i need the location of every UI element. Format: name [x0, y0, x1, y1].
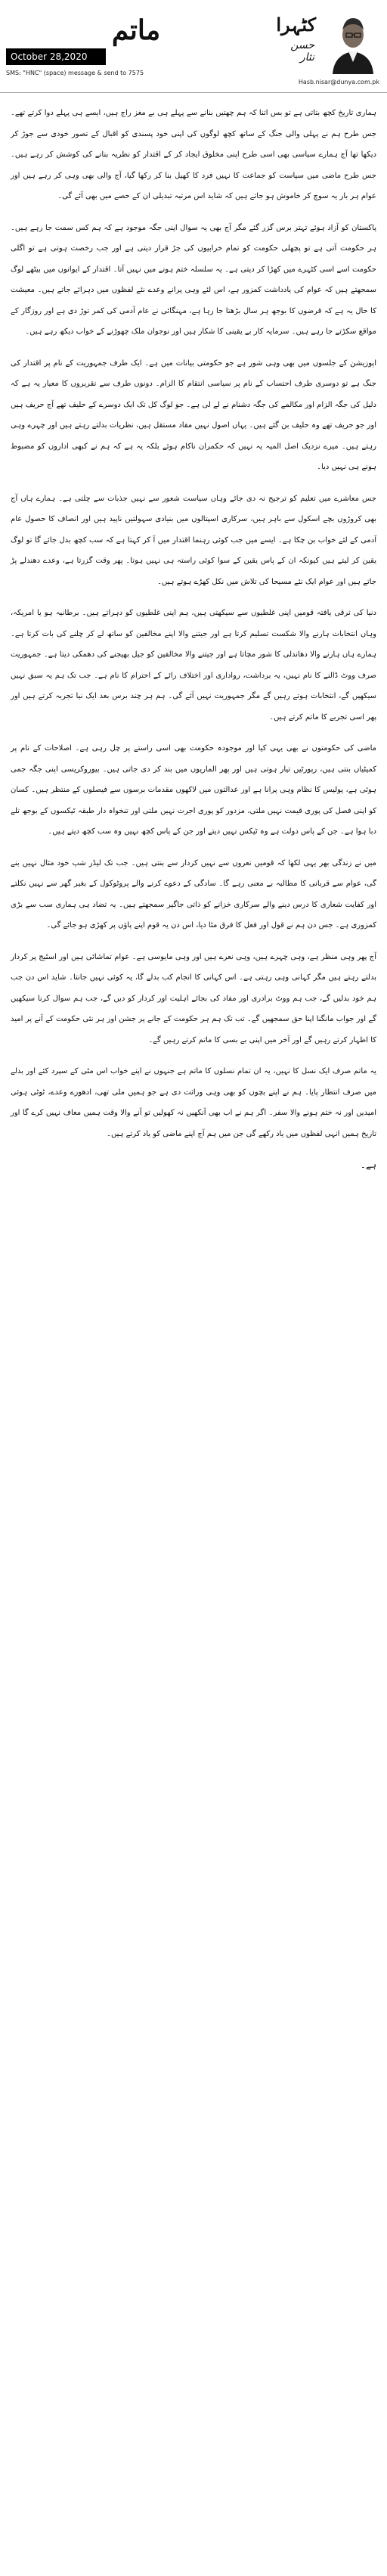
column-header — [0, 0, 387, 93]
article-paragraph: یہ ماتم صرف ایک نسل کا نہیں، یہ ان تمام نسلوں کا ماتم ہے جنہوں نے اپنے خواب اس مٹی کے سپرد کئے اور بدلے میں صرف انتظار پایا۔ ہم نے اپنے بچوں کو بھی وہی وراثت دی ہے جو ہمیں ملی تھی، ادھورے وعدے، ٹوٹی ہوئی امیدیں اور نہ ختم ہونے والا سفر۔ اگر ہم نے اب بھی آنکھیں نہ کھولیں تو آنے والا وقت ہمیں معاف نہیں کرے گا اور تاریخ ہمیں انہی لفظوں میں یاد رکھے گی جن میں ہم آج اپنے ماضی کو یاد کرتے ہیں۔ — [11, 1067, 376, 1138]
publication-date: October 28,2020 — [6, 48, 106, 65]
article-paragraph: دنیا کی ترقی یافتہ قومیں اپنی غلطیوں سے سیکھتی ہیں، ہم اپنی غلطیوں کو دہراتے ہیں۔ برطانیہ ہو یا امریکہ، وہاں انتخابات ہارنے والا شکست تسلیم کرتا ہے اور جیتنے والا اپنے مخالفین کو ساتھ لے کر چلنے کی بات کرتا ہے۔ ہمارے ہاں ہارنے والا دھاندلی کا شور مچاتا ہے اور جیتنے والا مخالفین کو جیل بھیجنے کی دھمکی دیتا ہے۔ جمہوریت صرف ووٹ ڈالنے کا نام نہیں، یہ برداشت، رواداری اور اختلاف رائے کے احترام کا نام ہے۔ جب تک ہم یہ سبق نہیں سیکھیں گے، انتخابات ہوتے رہیں گے مگر جمہوریت نہیں آئے گی۔ ہم ہر چند برس بعد ایک نیا تجربہ کرتے ہیں اور پھر اسی تجربے کا ماتم کرتے ہیں۔ — [11, 609, 376, 722]
sms-instructions: SMS: "HNC" (space) message & send to 7575 — [6, 70, 144, 76]
article-paragraph: ماضی کی حکومتوں نے بھی یہی کیا اور موجودہ حکومت بھی اسی راستے پر چل رہی ہے۔ اصلاحات کے نام پر کمیٹیاں بنتی ہیں، رپورٹیں تیار ہوتی ہیں اور پھر الماریوں میں بند کر دی جاتی ہیں۔ بیوروکریسی اپنی جگہ جمی ہوئی ہے، پولیس کا نظام وہی پرانا ہے اور عدالتوں میں لاکھوں مقدمات برسوں سے فیصلوں کے منتظر ہیں۔ کسان کو اپنی فصل کی پوری قیمت نہیں ملتی، مزدور کو پوری اجرت نہیں ملتی اور تنخواہ دار طبقہ ٹیکسوں کے بوجھ تلے دبا ہوا ہے۔ جن کے پاس دولت ہے وہ ٹیکس نہیں دیتے اور جن کے پاس کچھ نہیں وہ سب کچھ دیتے ہیں۔ — [11, 744, 376, 836]
column-brand — [274, 6, 379, 74]
article-paragraph: پاکستان کو آزاد ہوئے تہتر برس گزر گئے مگر آج بھی یہ سوال اپنی جگہ موجود ہے کہ ہم کس سمت جا رہے ہیں۔ ہر حکومت آتی ہے تو پچھلی حکومت کو تمام خرابیوں کی جڑ قرار دیتی ہے اور جب رخصت ہوتی ہے تو اگلی حکومت اسے اسی کٹہرے میں کھڑا کر دیتی ہے۔ یہ سلسلہ ختم ہونے میں نہیں آتا۔ اقتدار کے ایوانوں میں بیٹھے لوگ سمجھتے ہیں کہ عوام کی یادداشت کمزور ہے، اس لئے وہی پرانے وعدے نئے لفظوں میں دہرائے جاتے ہیں۔ معیشت کا حال یہ ہے کہ قرضوں کا بوجھ ہر سال بڑھتا جا رہا ہے، مہنگائی نے عام آدمی کی کمر توڑ دی ہے اور روزگار کے مواقع سکڑتے جا رہے ہیں۔ سرمایہ کار بے یقینی کا شکار ہیں اور نوجوان ملک چھوڑنے کے خواب دیکھ رہے ہیں۔ — [11, 223, 376, 336]
author-portrait — [327, 6, 379, 74]
author-signature: حسن نثار — [290, 39, 314, 64]
article-paragraph: آج پھر وہی منظر ہے، وہی چہرے ہیں، وہی نعرے ہیں اور وہی مایوسی ہے۔ عوام تماشائی ہیں اور اسٹیج پر کردار بدلتے رہتے ہیں مگر کہانی وہی رہتی ہے۔ اس کہانی کا انجام کب بدلے گا، یہ کوئی نہیں جانتا۔ شاید اس دن جب ہم خود بدلیں گے، جب ہم ووٹ برادری اور مفاد کی بجائے اہلیت اور کردار کو دیں گے، جب ہم سوال کرنا سیکھیں گے اور جواب مانگنا اپنا حق سمجھیں گے۔ تب تک ہم ہر حکومت کے جانے پر جشن اور ہر نئی حکومت کے آنے پر امید کا اظہار کرتے رہیں گے اور آخر میں اپنی بے بسی کا ماتم کرتے رہیں گے۔ — [11, 952, 376, 1044]
article-paragraph: میں نے زندگی بھر یہی لکھا کہ قومیں نعروں سے نہیں کردار سے بنتی ہیں۔ جب تک لیڈر شپ خود مثال نہیں بنے گی، عوام سے قربانی کا مطالبہ بے معنی رہے گا۔ سادگی کے دعوے کرنے والے پروٹوکول کے بغیر گھر سے نہیں نکلتے اور کفایت شعاری کا درس دینے والے سرکاری خزانے کو ذاتی جاگیر سمجھتے ہیں۔ یہ تضاد ہی ہماری سب سے بڑی کمزوری ہے۔ جس دن ہم نے قول اور فعل کا فرق مٹا دیا، اس دن یہ قوم اپنے پاؤں پر کھڑی ہو جائے گی۔ — [11, 858, 376, 930]
column-title: ماتم — [111, 14, 161, 46]
author-email: Hasb.nisar@dunya.com.pk — [298, 79, 379, 85]
article-paragraph: جس معاشرے میں تعلیم کو ترجیح نہ دی جائے وہاں سیاست شعور سے نہیں جذبات سے چلتی ہے۔ ہمارے ہاں آج بھی کروڑوں بچے اسکول سے باہر ہیں، سرکاری اسپتالوں میں بنیادی سہولتیں ناپید ہیں اور انصاف کا حصول عام آدمی کے لئے خواب بن چکا ہے۔ ایسے میں جب کوئی رہنما اقتدار میں آ کر کہتا ہے کہ سب کچھ بدل جائے گا تو لوگ یقین کر لیتے ہیں کیونکہ ان کے پاس یقین کے سوا کوئی راستہ ہی نہیں ہوتا۔ پھر وقت گزرتا ہے، وعدے دھندلے پڑ جاتے ہیں اور عوام ایک نئے مسیحا کی تلاش میں نکل کھڑے ہوتے ہیں۔ — [11, 494, 376, 586]
article-body — [11, 103, 376, 1176]
article-paragraph: اپوزیشن کے جلسوں میں بھی وہی شور ہے جو حکومتی بیانات میں ہے۔ ایک طرف جمہوریت کے نام پر اقتدار کی جنگ ہے تو دوسری طرف احتساب کے نام پر سیاسی انتقام کا الزام۔ دونوں طرف سے تقریروں کا معیار یہ ہے کہ دلیل کی جگہ الزام اور مکالمے کی جگہ دشنام نے لے لی ہے۔ جو لوگ کل تک ایک دوسرے کے حلیف تھے آج حریف ہیں اور جو حریف تھے وہ حلیف بن گئے ہیں۔ یہاں اصول نہیں مفاد مستقل ہیں، نظریات بدلتے رہتے ہیں اور چہرے وہی رہتے ہیں۔ میرے نزدیک اصل المیہ یہ نہیں کہ حکمران ناکام ہوئے بلکہ یہ ہے کہ ہم نے کبھی اداروں کو مضبوط ہونے ہی نہیں دیا۔ — [11, 358, 376, 471]
article-end-mark: ہے۔ — [360, 1159, 376, 1170]
article-paragraph: ہماری تاریخ کچھ بتاتی ہے تو بس اتنا کہ ہم چھتیں بنانے سے پہلے ہی بے مغز راج ہیں، ایسے ہی پہلے دوا کرتے تھے۔ جس طرح ہم نے پہلی والی جنگ کے ساتھ کچھ لوگوں کی اپنی خود پسندی کو اقبال کے تصور خودی سے جوڑ کر دیکھا تھا آج ہمارے سیاسی بھی اسی طرح اپنی مخلوق ایجاد کر کے اقتدار کو نظریہ بنانے کی کوشش کر رہے ہیں۔ جس طرح ماضی میں سیاست کو جماعت کا نہیں فرد کا کھیل بنا کر رکھا گیا، آج والی بھی وہی کر رہے ہیں اور عوام ہر بار یہ سوچ کر خاموش ہو جاتے ہیں کہ شاید اس مرتبہ تبدیلی ان کے حصے میں بھی آئے گی۔ — [11, 109, 376, 200]
column-logo: کٹہرا — [276, 14, 316, 36]
